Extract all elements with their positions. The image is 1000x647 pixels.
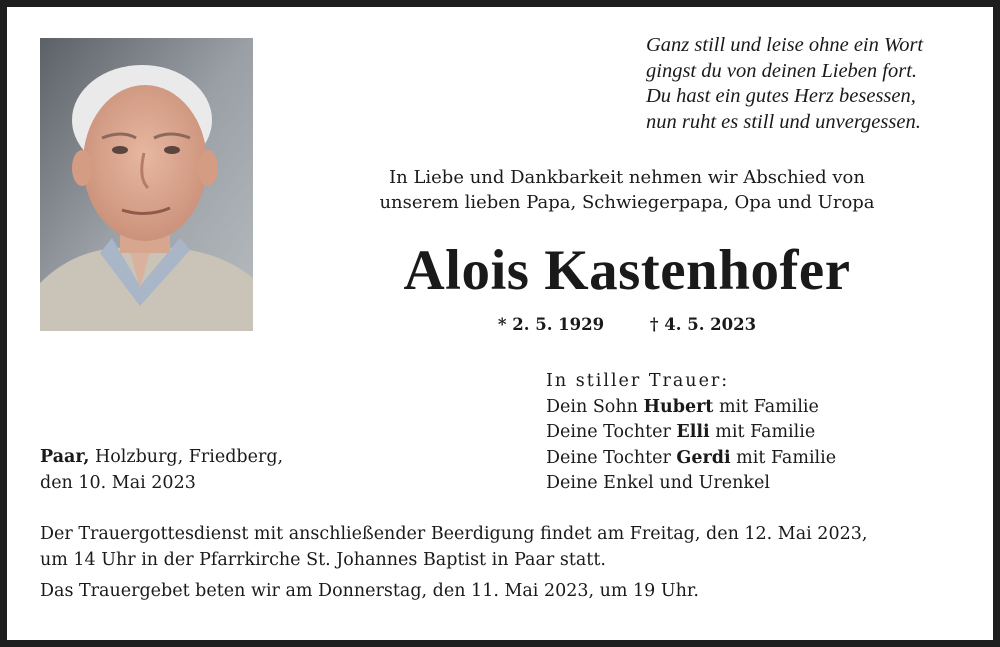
mourner-relation: Dein Sohn (546, 396, 644, 417)
mourner-line (546, 395, 966, 421)
farewell-intro (297, 165, 957, 215)
mourner-name: Hubert (643, 396, 714, 417)
place-line (40, 444, 440, 470)
life-dates (297, 314, 957, 336)
poem-line: Ganz still und leise ohne ein Wort (646, 34, 924, 56)
place-and-date (40, 444, 440, 496)
mourner-relation: Deine Tochter (546, 422, 677, 442)
poem-line: gingst du von deinen Lieben fort. (646, 59, 918, 82)
intro-line: In Liebe und Dankbarkeit nehmen wir Abschied von (389, 167, 865, 188)
service-info (40, 522, 975, 605)
place-date: den 10. Mai 2023 (40, 473, 196, 493)
poem-line: nun ruht es still und unvergessen. (646, 110, 921, 133)
birth-date: * 2. 5. 1929 (497, 315, 605, 334)
mourner-name: Gerdi (676, 447, 731, 468)
mourner-name: Elli (676, 422, 710, 442)
poem (646, 33, 966, 135)
service-line: Der Trauergottesdienst mit anschließender Beerdigung findet am Freitag, den 12. Mai 2023, (40, 524, 868, 544)
service-line: um 14 Uhr in der Pfarrkirche St. Johannes Baptist in Paar statt. (40, 549, 606, 570)
mourner-relation: Deine Tochter (546, 447, 677, 468)
place-rest: Holzburg, Friedberg, (89, 447, 284, 467)
portrait-photo (40, 38, 253, 331)
mourners-list (546, 369, 966, 497)
mourner-suffix: mit Familie (730, 447, 837, 468)
mourner-suffix: mit Familie (709, 422, 816, 442)
mourners-heading: In stiller Trauer: (546, 371, 730, 391)
place-town: Paar, (40, 447, 90, 467)
prayer-line: Das Trauergebet beten wir am Donnerstag, den 11. Mai 2023, um 19 Uhr. (40, 581, 699, 601)
intro-line: unserem lieben Papa, Schwiegerpapa, Opa und Uropa (379, 192, 875, 213)
mourner-line: Deine Enkel und Urenkel (546, 473, 770, 493)
mourner-suffix: mit Familie (713, 396, 819, 417)
death-date: † 4. 5. 2023 (649, 315, 757, 334)
mourner-line (546, 446, 966, 472)
mourner-line (546, 420, 966, 446)
poem-line: Du hast ein gutes Herz besessen, (646, 85, 916, 107)
deceased-name: Alois Kastenhofer (403, 239, 851, 302)
